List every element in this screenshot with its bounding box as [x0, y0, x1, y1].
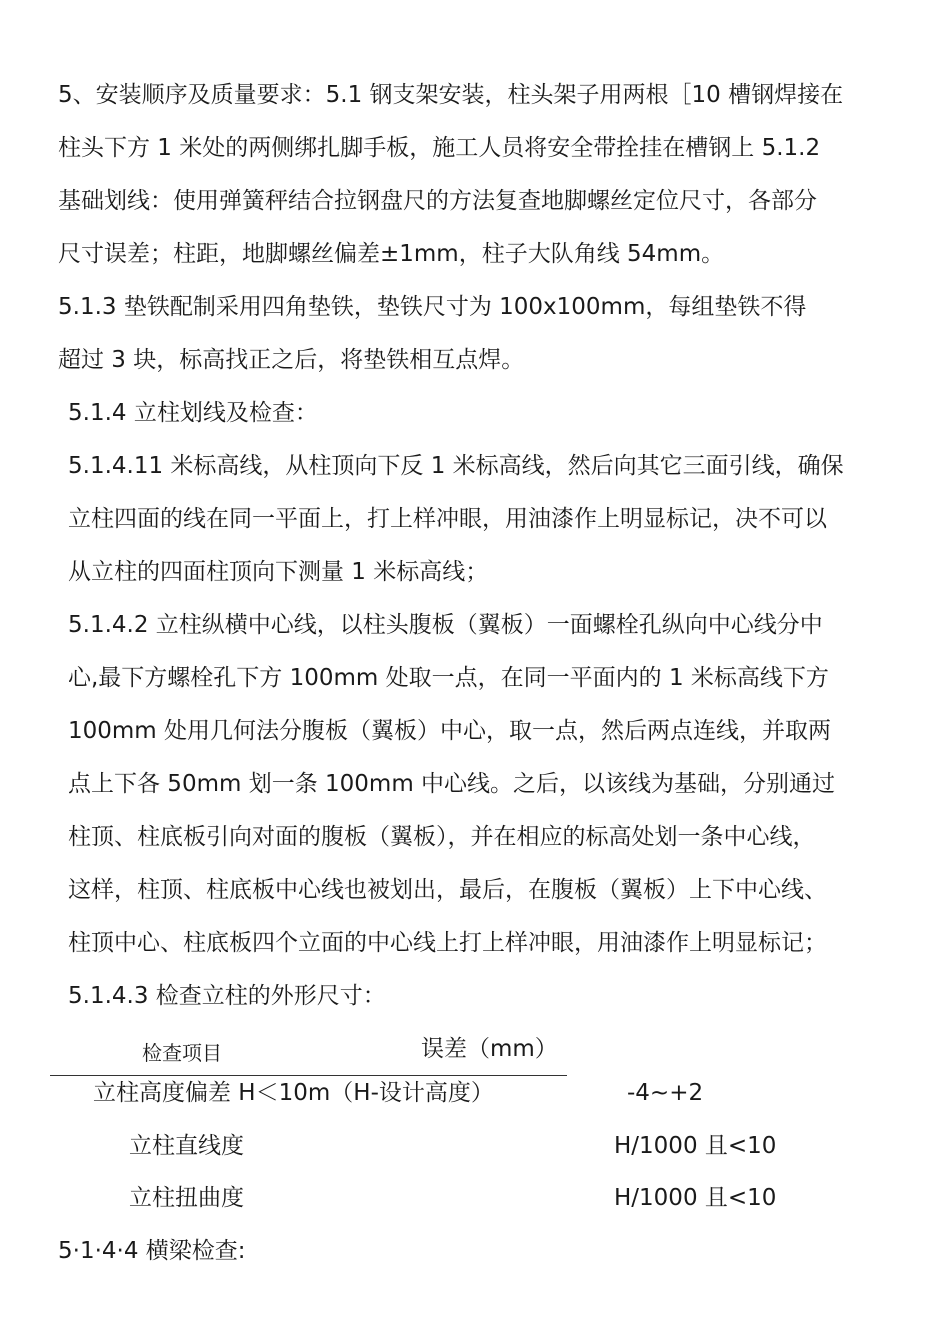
table-cell-tolerance: -4~+2 — [627, 1080, 704, 1106]
table-cell-tolerance: H/1000 且<10 — [614, 1185, 777, 1211]
section-heading: 5·1·4·4 横梁检查: — [58, 1238, 246, 1264]
text-line: 柱顶中心、柱底板四个立面的中心线上打上样冲眼，用油漆作上明显标记； — [68, 930, 827, 956]
text-line: 立柱四面的线在同一平面上，打上样冲眼，用油漆作上明显标记，决不可以 — [68, 506, 827, 532]
table-cell-item: 立柱高度偏差 H＜10m（H-设计高度） — [93, 1080, 494, 1106]
text-line: 尺寸误差；柱距，地脚螺丝偏差±1mm，柱子大队角线 54mm。 — [58, 241, 725, 267]
table-cell-tolerance: H/1000 且<10 — [614, 1133, 777, 1159]
section-heading: 5.1.4 立柱划线及检查： — [68, 400, 318, 426]
text-line: 点上下各 50mm 划一条 100mm 中心线。之后，以该线为基础，分别通过 — [68, 771, 836, 797]
section-heading: 5.1.4.3 检查立柱的外形尺寸： — [68, 983, 386, 1009]
text-line: 5、安装顺序及质量要求：5.1 钢支架安装，柱头架子用两根［10 槽钢焊接在 — [58, 82, 844, 108]
text-line: 柱头下方 1 米处的两侧绑扎脚手板，施工人员将安全带拴挂在槽钢上 5.1.2 — [58, 135, 821, 161]
text-line: 100mm 处用几何法分腹板（翼板）中心，取一点，然后两点连线，并取两 — [68, 718, 832, 744]
text-line: 心,最下方螺栓孔下方 100mm 处取一点，在同一平面内的 1 米标高线下方 — [68, 665, 829, 691]
table-divider — [50, 1075, 567, 1076]
table-cell-item: 立柱扭曲度 — [129, 1185, 244, 1211]
table-header-item: 检查项目 — [142, 1041, 222, 1065]
text-line: 5.1.3 垫铁配制采用四角垫铁，垫铁尺寸为 100x100mm，每组垫铁不得 — [58, 294, 807, 320]
text-line: 柱顶、柱底板引向对面的腹板（翼板），并在相应的标高处划一条中心线， — [68, 824, 816, 850]
table-cell-item: 立柱直线度 — [129, 1133, 244, 1159]
text-line: 从立柱的四面柱顶向下测量 1 米标高线； — [68, 559, 489, 585]
text-line: 这样，柱顶、柱底板中心线也被划出，最后，在腹板（翼板）上下中心线、 — [68, 877, 827, 903]
text-line: 基础划线：使用弹簧秤结合拉钢盘尺的方法复查地脚螺丝定位尺寸，各部分 — [58, 188, 817, 214]
text-line: 超过 3 块，标高找正之后，将垫铁相互点焊。 — [58, 347, 525, 373]
table-header-tolerance: 误差（mm） — [421, 1036, 558, 1062]
text-line: 5.1.4.2 立柱纵横中心线，以柱头腹板（翼板）一面螺栓孔纵向中心线分中 — [68, 612, 823, 638]
text-line: 5.1.4.11 米标高线，从柱顶向下反 1 米标高线，然后向其它三面引线，确保 — [68, 453, 844, 479]
